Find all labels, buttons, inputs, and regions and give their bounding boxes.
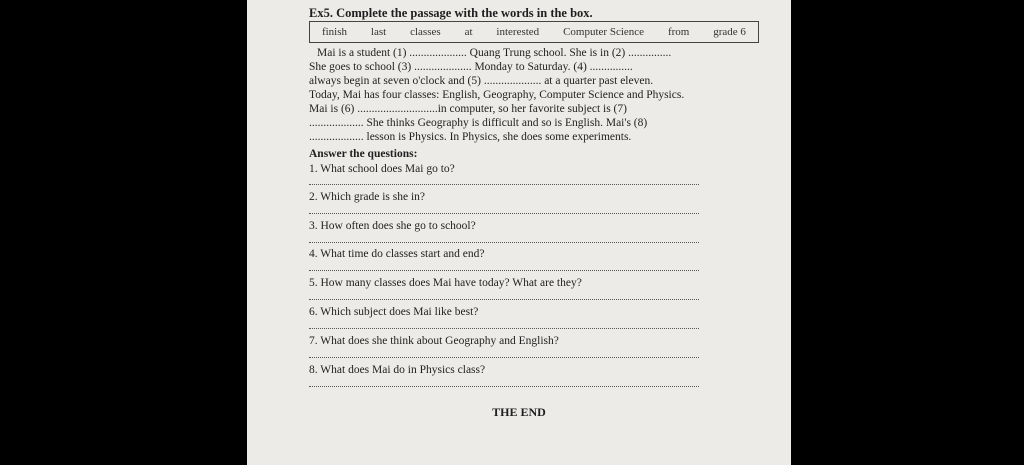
word-box-item: grade 6 xyxy=(713,26,746,38)
word-box-item: classes xyxy=(410,26,441,38)
answer-line[interactable] xyxy=(309,270,699,271)
word-box-item: last xyxy=(370,26,387,38)
question: 4. What time do classes start and end? xyxy=(309,248,485,260)
exercise-title: Ex5. Complete the passage with the words in the box. xyxy=(309,6,593,20)
answer-heading: Answer the questions: xyxy=(309,148,418,160)
worksheet-page xyxy=(247,0,791,465)
question: 3. How often does she go to school? xyxy=(309,220,476,232)
answer-line[interactable] xyxy=(309,357,699,358)
question: 8. What does Mai do in Physics class? xyxy=(309,364,486,376)
passage-line: ................... She thinks Geography is difficult and so is English. Mai's (8) xyxy=(309,117,648,129)
question: 6. Which subject does Mai like best? xyxy=(309,306,479,318)
passage-line: Mai is (6) ............................in computer, so her favorite subject is (7) xyxy=(309,103,627,115)
word-box-item: Computer Science xyxy=(563,26,645,38)
passage-line: ................... lesson is Physics. In Physics, she does some experiments. xyxy=(309,131,632,143)
word-box-item: interested xyxy=(496,26,540,38)
answer-line[interactable] xyxy=(309,328,699,329)
passage-line: She goes to school (3) .................... Monday to Saturday. (4) ............... xyxy=(309,61,633,73)
question: 2. Which grade is she in? xyxy=(309,191,426,203)
passage-line: Mai is a student (1) .................... Quang Trung school. She is in (2) ............... xyxy=(317,47,672,59)
word-box-item: at xyxy=(464,26,473,38)
passage xyxy=(309,46,735,144)
passage-line: Today, Mai has four classes: English, Geography, Computer Science and Physics. xyxy=(309,89,685,101)
answer-line[interactable] xyxy=(309,386,699,387)
answer-line[interactable] xyxy=(309,213,699,214)
question: 1. What school does Mai go to? xyxy=(309,163,455,175)
word-box-item: finish xyxy=(321,26,348,38)
question: 7. What does she think about Geography and English? xyxy=(309,335,559,347)
word-box xyxy=(309,21,759,43)
end-text: THE END xyxy=(492,405,546,419)
word-box-item: from xyxy=(667,26,690,38)
answer-line[interactable] xyxy=(309,184,699,185)
question: 5. How many classes does Mai have today? What are they? xyxy=(309,277,582,289)
passage-line: always begin at seven o'clock and (5) .................... at a quarter past eleven. xyxy=(309,75,654,87)
answer-line[interactable] xyxy=(309,299,699,300)
answer-line[interactable] xyxy=(309,242,699,243)
